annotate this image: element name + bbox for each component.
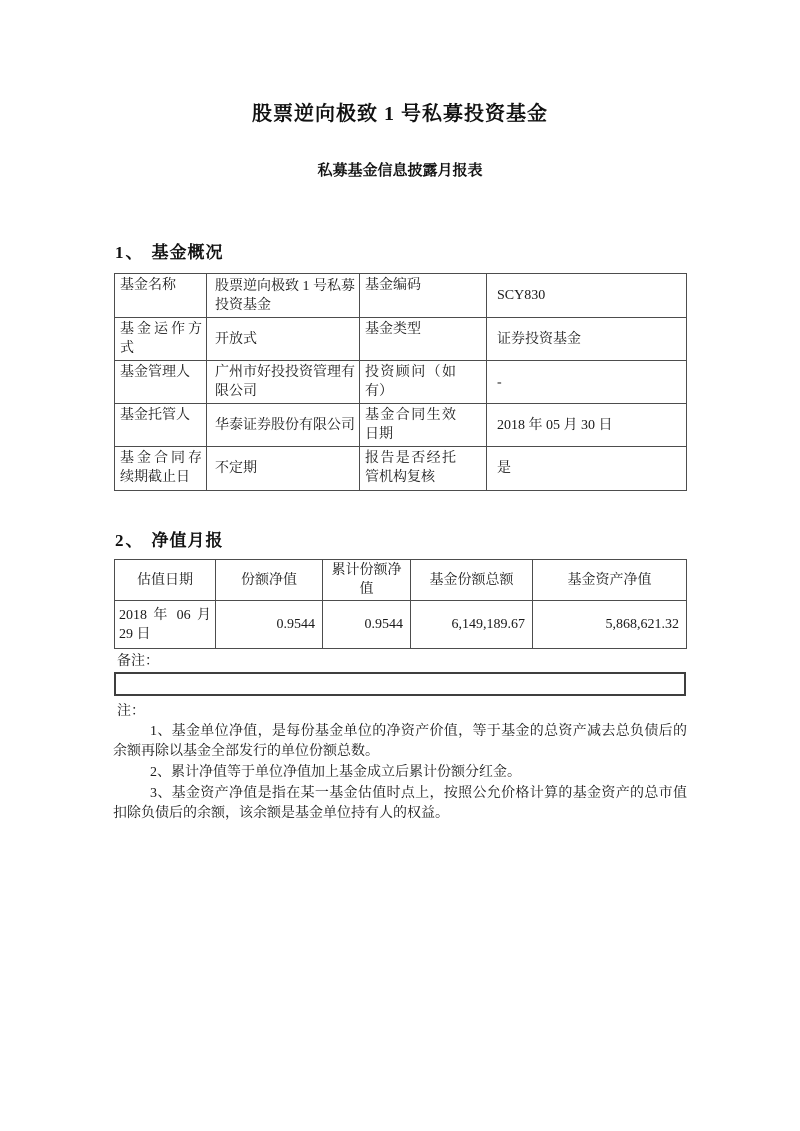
note-item: 3、基金资产净值是指在某一基金估值时点上，按照公允价格计算的基金资产的总市值扣除负债后的余额，该余额是基金单位持有人的权益。 <box>113 786 687 821</box>
fund-overview-table <box>114 273 687 491</box>
table-row <box>115 361 687 404</box>
cell-label: 基金运作方式 <box>115 318 207 361</box>
cell-value: 2018 年 05 月 30 日 <box>487 404 687 447</box>
page-title: 股票逆向极致 1 号私募投资基金 <box>252 103 548 125</box>
total-shares-cell: 6,149,189.67 <box>411 601 533 649</box>
cell-value: 证券投资基金 <box>487 318 687 361</box>
cell-label: 基金托管人 <box>115 404 207 447</box>
remark-box <box>114 672 686 696</box>
cell-value: 华泰证券股份有限公司 <box>207 404 360 447</box>
net-assets-cell: 5,868,621.32 <box>533 601 687 649</box>
cell-value: - <box>487 361 687 404</box>
cell-label: 基金合同存续期截止日 <box>115 447 207 491</box>
column-header: 份额净值 <box>216 560 323 601</box>
cell-value: 广州市好投投资管理有限公司 <box>207 361 360 404</box>
document-content <box>113 0 687 824</box>
section-1-number: 1、 <box>115 243 145 262</box>
remark-label: 备注： <box>117 654 159 669</box>
cell-value: 股票逆向极致 1 号私募投资基金 <box>207 274 360 318</box>
cell-label: 基金类型 <box>360 318 487 361</box>
cell-value: SCY830 <box>487 274 687 318</box>
cumulative-nav-cell: 0.9544 <box>323 601 411 649</box>
valuation-date-cell: 2018 年 06 月 29 日 <box>115 601 216 649</box>
cell-label: 报告是否经托管机构复核 <box>360 447 487 491</box>
column-header: 基金份额总额 <box>411 560 533 601</box>
cell-value: 不定期 <box>207 447 360 491</box>
table-header-row <box>115 560 687 601</box>
section-2-heading <box>115 529 687 553</box>
notes-label: 注： <box>117 704 145 719</box>
table-row <box>115 274 687 318</box>
table-row <box>115 404 687 447</box>
column-header: 累计份额净值 <box>323 560 411 601</box>
section-1-heading <box>115 241 687 265</box>
table-row <box>115 318 687 361</box>
section-1-title: 基金概况 <box>151 243 224 262</box>
column-header: 基金资产净值 <box>533 560 687 601</box>
cell-label: 基金编码 <box>360 274 487 318</box>
page-subtitle: 私募基金信息披露月报表 <box>317 163 483 179</box>
section-2-title: 净值月报 <box>151 531 224 550</box>
cell-label: 投资顾问（如有） <box>360 361 487 404</box>
cell-label: 基金合同生效日期 <box>360 404 487 447</box>
cell-label: 基金管理人 <box>115 361 207 404</box>
cell-value: 是 <box>487 447 687 491</box>
table-row <box>115 447 687 491</box>
note-item: 2、累计净值等于单位净值加上基金成立后累计份额分红金。 <box>150 765 521 780</box>
net-value-table <box>114 559 687 649</box>
nav-cell: 0.9544 <box>216 601 323 649</box>
table-row <box>115 601 687 649</box>
section-2-number: 2、 <box>115 531 145 550</box>
cell-value: 开放式 <box>207 318 360 361</box>
column-header: 估值日期 <box>115 560 216 601</box>
note-item: 1、基金单位净值，是每份基金单位的净资产价值，等于基金的总资产减去总负债后的余额再除以基金全部发行的单位份额总数。 <box>113 724 687 759</box>
cell-label: 基金名称 <box>115 274 207 318</box>
